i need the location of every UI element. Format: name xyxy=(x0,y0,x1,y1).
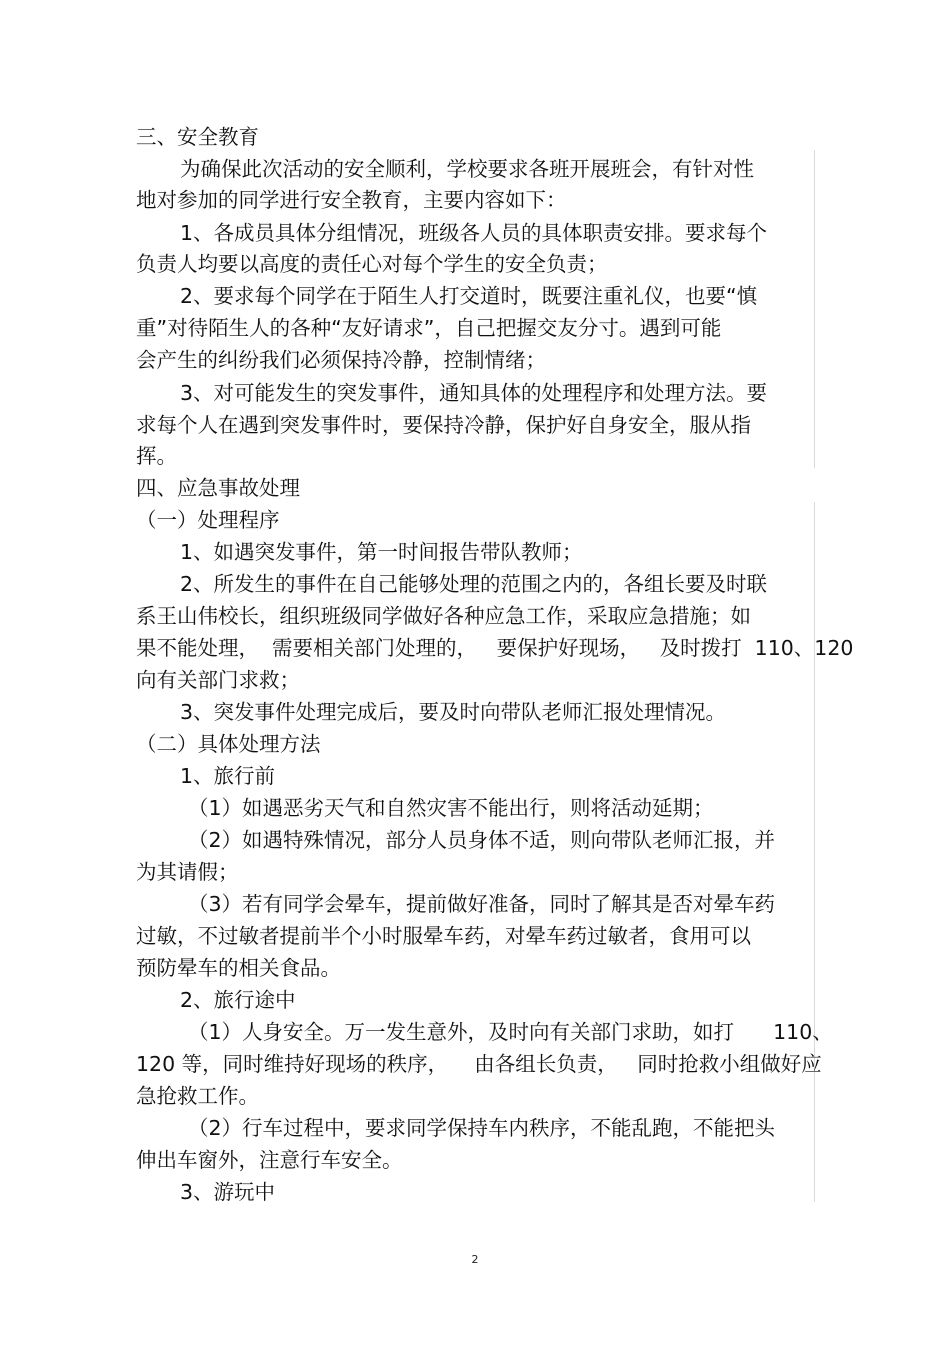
paragraph-line: （2）如遇特殊情况，部分人员身体不适，则向带队老师汇报，并 xyxy=(188,828,776,852)
margin-rule-top xyxy=(814,150,815,468)
paragraph-line: （3）若有同学会晕车，提前做好准备，同时了解其是否对晕车药 xyxy=(188,892,776,916)
paragraph-line: （1）人身安全。万一发生意外，及时向有关部门求助，如打 110、 xyxy=(188,1020,833,1044)
margin-rule-bottom xyxy=(814,502,815,1202)
paragraph-line: 挥。 xyxy=(136,444,177,468)
paragraph-line: 求每个人在遇到突发事件时，要保持冷静，保护好自身安全，服从指 xyxy=(136,413,751,437)
paragraph-line: 预防晕车的相关食品。 xyxy=(136,956,341,980)
paragraph-line: 为确保此次活动的安全顺利，学校要求各班开展班会，有针对性 xyxy=(180,157,754,181)
paragraph-line: 伸出车窗外，注意行车安全。 xyxy=(136,1148,403,1172)
subsection-heading-procedure: （一）处理程序 xyxy=(136,508,280,532)
section-heading-emergency-handling: 四、应急事故处理 xyxy=(136,476,300,500)
paragraph-line: 重”对待陌生人的各种“友好请求”，自己把握交友分寸。遇到可能 xyxy=(136,316,722,340)
item-heading-during-trip: 2、旅行途中 xyxy=(180,988,296,1012)
paragraph-line: 会产生的纠纷我们必须保持冷静，控制情绪； xyxy=(136,348,546,372)
paragraph-line: 急抢救工作。 xyxy=(136,1084,259,1108)
paragraph-line: 120 等，同时维持好现场的秩序， 由各组长负责， 同时抢救小组做好应 xyxy=(136,1052,822,1076)
paragraph-line: 负责人均要以高度的责任心对每个学生的安全负责； xyxy=(136,252,608,276)
paragraph-line: （2）行车过程中，要求同学保持车内秩序，不能乱跑，不能把头 xyxy=(188,1116,776,1140)
paragraph-line: 过敏，不过敏者提前半个小时服晕车药，对晕车药过敏者，食用可以 xyxy=(136,924,751,948)
page-number: 2 xyxy=(471,1253,479,1266)
paragraph-line: 果不能处理， 需要相关部门处理的， 要保护好现场， 及时拨打 110、120 xyxy=(136,636,854,660)
paragraph-line: 系王山伟校长，组织班级同学做好各种应急工作，采取应急措施；如 xyxy=(136,604,751,628)
subsection-heading-methods: （二）具体处理方法 xyxy=(136,732,321,756)
paragraph-line: 向有关部门求救； xyxy=(136,668,300,692)
item-heading-sightseeing: 3、游玩中 xyxy=(180,1180,276,1204)
paragraph-line: 1、各成员具体分组情况，班级各人员的具体职责安排。要求每个 xyxy=(180,221,768,245)
paragraph-line: 1、如遇突发事件，第一时间报告带队教师； xyxy=(180,540,583,564)
paragraph-line: 地对参加的同学进行安全教育，主要内容如下： xyxy=(136,188,567,212)
paragraph-line: 为其请假； xyxy=(136,860,239,884)
paragraph-line: 3、突发事件处理完成后，要及时向带队老师汇报处理情况。 xyxy=(180,700,727,724)
paragraph-line: 2、要求每个同学在于陌生人打交道时，既要注重礼仪，也要“慎 xyxy=(180,284,758,308)
section-heading-safety-education: 三、安全教育 xyxy=(136,125,259,149)
item-heading-before-trip: 1、旅行前 xyxy=(180,764,276,788)
paragraph-line: （1）如遇恶劣天气和自然灾害不能出行，则将活动延期； xyxy=(188,796,714,820)
paragraph-line: 3、对可能发生的突发事件，通知具体的处理程序和处理方法。要 xyxy=(180,381,768,405)
paragraph-line: 2、所发生的事件在自己能够处理的范围之内的，各组长要及时联 xyxy=(180,572,768,596)
